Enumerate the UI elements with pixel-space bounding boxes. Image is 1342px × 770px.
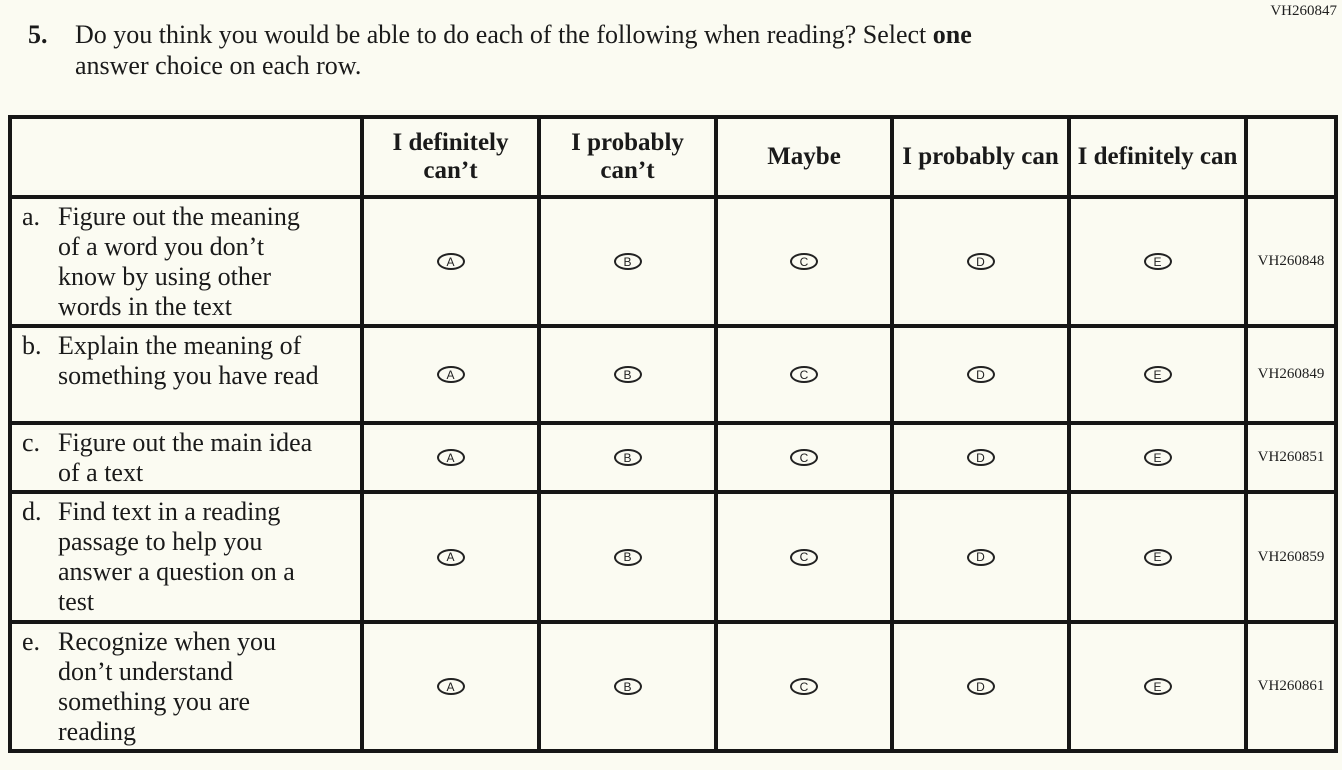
header-definitely-can: I definitely can xyxy=(1069,117,1246,197)
option-cell xyxy=(892,326,1069,423)
option-cell xyxy=(362,197,539,326)
answer-bubble-b[interactable]: B xyxy=(614,549,642,566)
answer-bubble-e[interactable]: E xyxy=(1144,449,1172,466)
option-cell xyxy=(539,326,716,423)
option-cell xyxy=(362,622,539,751)
table-row-c xyxy=(10,423,1336,492)
row-statement: Find text in a reading passage to help you answer a question on a test xyxy=(58,497,295,616)
statement-cell-d xyxy=(10,492,362,622)
row-statement: Figure out the meaning of a word you don’t know by using other words in the text xyxy=(58,202,300,321)
header-definitely-cant: I definitely can’t xyxy=(362,117,539,197)
row-letter: a. xyxy=(22,202,41,231)
option-cell xyxy=(1069,197,1246,326)
form-code-top-right: VH260847 xyxy=(1270,3,1337,19)
answer-bubble-d[interactable]: D xyxy=(967,449,995,466)
option-cell xyxy=(716,197,892,326)
row-code: VH260859 xyxy=(1246,492,1336,622)
option-cell xyxy=(539,423,716,492)
option-cell xyxy=(362,423,539,492)
option-cell xyxy=(362,326,539,423)
table-row-b xyxy=(10,326,1336,423)
answer-bubble-a[interactable]: A xyxy=(437,253,465,270)
option-cell xyxy=(1069,622,1246,751)
answer-bubble-c[interactable]: C xyxy=(790,678,818,695)
answer-bubble-d[interactable]: D xyxy=(967,366,995,383)
option-cell xyxy=(539,197,716,326)
answer-bubble-b[interactable]: B xyxy=(614,253,642,270)
option-cell xyxy=(892,423,1069,492)
row-code: VH260861 xyxy=(1246,622,1336,751)
answer-bubble-d[interactable]: D xyxy=(967,253,995,270)
answer-bubble-e[interactable]: E xyxy=(1144,549,1172,566)
option-cell xyxy=(362,492,539,622)
row-code: VH260851 xyxy=(1246,423,1336,492)
header-row xyxy=(10,117,1336,197)
answer-bubble-c[interactable]: C xyxy=(790,366,818,383)
row-letter: c. xyxy=(22,428,41,457)
option-cell xyxy=(1069,492,1246,622)
table-row-d xyxy=(10,492,1336,622)
header-empty-statement xyxy=(10,117,362,197)
response-matrix-table xyxy=(8,115,1338,753)
answer-bubble-e[interactable]: E xyxy=(1144,253,1172,270)
header-probably-can: I probably can xyxy=(892,117,1069,197)
question-text-regular: Do you think you would be able to do each of the following when reading? Select xyxy=(75,20,933,49)
question-number: 5. xyxy=(28,20,48,49)
answer-bubble-e[interactable]: E xyxy=(1144,366,1172,383)
question-text xyxy=(75,19,972,81)
answer-bubble-c[interactable]: C xyxy=(790,253,818,270)
row-letter: d. xyxy=(22,497,42,526)
option-cell xyxy=(716,492,892,622)
statement-cell-c xyxy=(10,423,362,492)
option-cell xyxy=(539,492,716,622)
option-cell xyxy=(1069,326,1246,423)
option-cell xyxy=(892,197,1069,326)
option-cell xyxy=(892,622,1069,751)
answer-bubble-c[interactable]: C xyxy=(790,549,818,566)
answer-bubble-b[interactable]: B xyxy=(614,449,642,466)
row-statement: Explain the meaning of something you have read xyxy=(58,331,319,390)
row-code: VH260848 xyxy=(1246,197,1336,326)
table-row-a xyxy=(10,197,1336,326)
row-statement: Figure out the main idea of a text xyxy=(58,428,313,487)
statement-cell-b xyxy=(10,326,362,423)
option-cell xyxy=(716,326,892,423)
option-cell xyxy=(892,492,1069,622)
answer-bubble-c[interactable]: C xyxy=(790,449,818,466)
answer-bubble-a[interactable]: A xyxy=(437,366,465,383)
table-row-e xyxy=(10,622,1336,751)
answer-bubble-d[interactable]: D xyxy=(967,549,995,566)
option-cell xyxy=(716,622,892,751)
row-code: VH260849 xyxy=(1246,326,1336,423)
question-block xyxy=(28,19,972,81)
answer-bubble-b[interactable]: B xyxy=(614,678,642,695)
header-maybe: Maybe xyxy=(716,117,892,197)
statement-cell-a xyxy=(10,197,362,326)
question-text-bold: one xyxy=(932,20,972,49)
option-cell xyxy=(1069,423,1246,492)
answer-bubble-a[interactable]: A xyxy=(437,549,465,566)
option-cell xyxy=(716,423,892,492)
row-letter: b. xyxy=(22,331,42,360)
answer-bubble-e[interactable]: E xyxy=(1144,678,1172,695)
answer-bubble-a[interactable]: A xyxy=(437,678,465,695)
row-statement: Recognize when you don’t understand something you are reading xyxy=(58,627,277,746)
option-cell xyxy=(539,622,716,751)
question-text-line2: answer choice on each row. xyxy=(75,51,362,80)
answer-bubble-a[interactable]: A xyxy=(437,449,465,466)
answer-bubble-b[interactable]: B xyxy=(614,366,642,383)
answer-bubble-d[interactable]: D xyxy=(967,678,995,695)
header-empty-code xyxy=(1246,117,1336,197)
statement-cell-e xyxy=(10,622,362,751)
row-letter: e. xyxy=(22,627,41,656)
header-probably-cant: I probably can’t xyxy=(539,117,716,197)
